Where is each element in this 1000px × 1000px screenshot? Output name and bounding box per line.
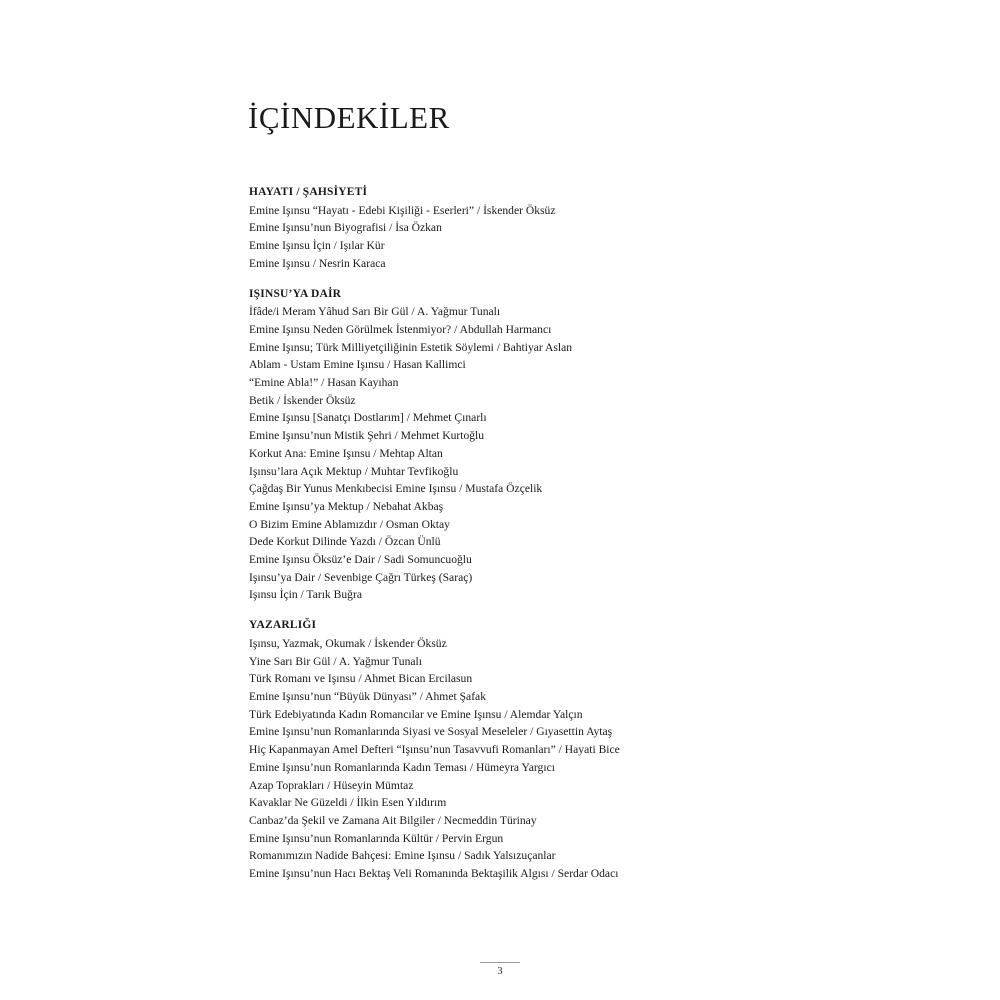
section-hayati-sahsiyeti (249, 184, 949, 273)
toc-entry: Çağdaş Bir Yunus Menkıbecisi Emine Işınsu / Mustafa Özçelik (249, 482, 543, 496)
toc-entry: Emine Işınsu’nun Romanlarında Siyasi ve Sosyal Meseleler / Gıyasettin Aytaş (249, 725, 613, 739)
toc-entry: Canbaz’da Şekil ve Zamana Ait Bilgiler / Necmeddin Türinay (249, 813, 537, 827)
toc-entry: Türk Romanı ve Işınsu / Ahmet Bican Ercilasun (249, 672, 473, 686)
section-heading: IŞINSU’YA DAİR (249, 287, 342, 300)
toc-entry: Yine Sarı Bir Gül / A. Yağmur Tunalı (249, 654, 422, 668)
table-of-contents (249, 184, 949, 896)
toc-entry: Emine Işınsu’nun Biyografisi / İsa Özkan (249, 221, 442, 235)
toc-entry: Emine Işınsu Neden Görülmek İstenmiyor? / Abdullah Harmancı (249, 322, 552, 336)
entry-list (249, 303, 949, 604)
toc-entry: O Bizim Emine Ablamızdır / Osman Oktay (249, 517, 450, 531)
toc-entry: Hiç Kapanmayan Amel Defteri “Işınsu’nun Tasavvufi Romanları” / Hayati Bice (249, 743, 620, 757)
toc-entry: Işınsu İçin / Tarık Buğra (249, 588, 362, 602)
toc-entry: Emine Işınsu / Nesrin Karaca (249, 256, 386, 270)
section-isinsuya-dair (249, 286, 949, 605)
toc-entry: Emine Işınsu’nun Mistik Şehri / Mehmet Kurtoğlu (249, 429, 485, 443)
toc-entry: Türk Edebiyatında Kadın Romancılar ve Emine Işınsu / Alemdar Yalçın (249, 707, 583, 721)
toc-entry: Emine Işınsu İçin / Işılar Kür (249, 239, 385, 253)
toc-entry: Emine Işınsu; Türk Milliyetçiliğinin Estetik Söylemi / Bahtiyar Aslan (249, 340, 573, 354)
toc-entry: Işınsu’ya Dair / Sevenbige Çağrı Türkeş (Saraç) (249, 570, 473, 584)
toc-entry: Ablam - Ustam Emine Işınsu / Hasan Kallimci (249, 358, 466, 372)
toc-entry: Emine Işınsu “Hayatı - Edebi Kişiliği - Eserleri” / İskender Öksüz (249, 203, 556, 217)
section-heading: YAZARLIĞI (249, 619, 317, 632)
toc-entry: Romanımızın Nadide Bahçesi: Emine Işınsu / Sadık Yalsızuçanlar (249, 849, 556, 863)
toc-entry: Korkut Ana: Emine Işınsu / Mehtap Altan (249, 446, 443, 460)
toc-entry: Azap Toprakları / Hüseyin Mümtaz (249, 778, 414, 792)
toc-entry: Işınsu, Yazmak, Okumak / İskender Öksüz (249, 636, 447, 650)
toc-entry: Dede Korkut Dilinde Yazdı / Özcan Ünlü (249, 535, 441, 549)
entry-list (249, 202, 949, 273)
toc-entry: “Emine Abla!” / Hasan Kayıhan (249, 376, 399, 390)
toc-entry: Işınsu’lara Açık Mektup / Muhtar Tevfikoğlu (249, 464, 459, 478)
section-heading: HAYATI / ŞAHSİYETİ (249, 186, 368, 198)
toc-entry: Emine Işınsu’nun Hacı Bektaş Veli Romanında Bektaşilik Algısı / Serdar Odacı (249, 867, 619, 881)
toc-entry: İfâde/i Meram Yâhud Sarı Bir Gül / A. Yağmur Tunalı (249, 305, 501, 319)
toc-entry: Emine Işınsu’nun Romanlarında Kadın Teması / Hümeyra Yargıcı (249, 760, 555, 774)
page-number: 3 (480, 962, 520, 977)
toc-entry: Betik / İskender Öksüz (249, 393, 356, 407)
toc-entry: Emine Işınsu Öksüz’e Dair / Sadi Somuncuoğlu (249, 553, 472, 567)
toc-entry: Kavaklar Ne Güzeldi / İlkin Esen Yıldırım (249, 796, 447, 810)
toc-entry: Emine Işınsu’ya Mektup / Nebahat Akbaş (249, 499, 444, 513)
section-yazarligi (249, 617, 949, 883)
page-title: İÇİNDEKİLER (248, 100, 450, 135)
toc-entry: Emine Işınsu’nun Romanlarında Kültür / Pervin Ergun (249, 831, 504, 845)
entry-list (249, 635, 949, 883)
toc-entry: Emine Işınsu’nun “Büyük Dünyası” / Ahmet Şafak (249, 689, 486, 703)
toc-entry: Emine Işınsu [Sanatçı Dostlarım] / Mehmet Çınarlı (249, 411, 487, 425)
